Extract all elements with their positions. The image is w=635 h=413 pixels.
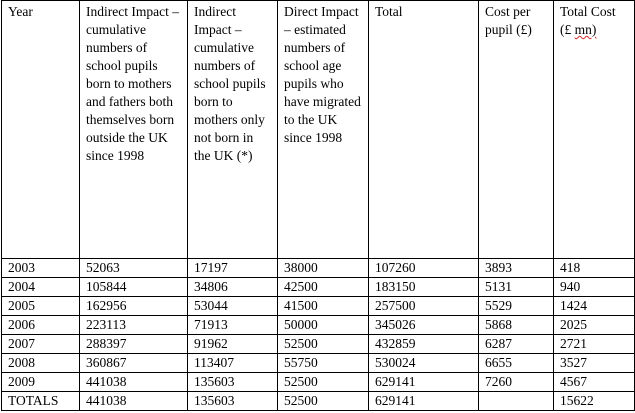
totals-row xyxy=(2,392,635,411)
table-row xyxy=(2,354,635,373)
cell-indirect-mothers-only: 113407 xyxy=(188,354,278,373)
cell-indirect-mothers-only: 135603 xyxy=(188,392,278,411)
cell-cost-per-pupil: 5529 xyxy=(479,297,554,316)
cell-year: 2005 xyxy=(2,297,80,316)
cell-total: 629141 xyxy=(369,392,479,411)
cell-year: TOTALS xyxy=(2,392,80,411)
cell-indirect-mothers-only: 91962 xyxy=(188,335,278,354)
table-row xyxy=(2,259,635,278)
cell-total-cost: 2025 xyxy=(554,316,635,335)
cell-indirect-both-parents: 223113 xyxy=(80,316,188,335)
cell-direct-impact: 52500 xyxy=(278,373,369,392)
cell-indirect-both-parents: 162956 xyxy=(80,297,188,316)
cell-total: 530024 xyxy=(369,354,479,373)
cell-total: 345026 xyxy=(369,316,479,335)
cell-indirect-mothers-only: 17197 xyxy=(188,259,278,278)
cell-direct-impact: 52500 xyxy=(278,335,369,354)
impact-cost-table xyxy=(1,0,635,411)
header-total-cost xyxy=(554,1,635,259)
cell-total-cost: 15622 xyxy=(554,392,635,411)
header-total-cost-unit: mn) xyxy=(574,22,597,37)
table-row xyxy=(2,278,635,297)
header-indirect-mothers-only: Indirect Impact – cumulative numbers of school pupils born to mothers only not born in the UK (*) xyxy=(188,1,278,259)
header-year: Year xyxy=(2,1,80,259)
header-total: Total xyxy=(369,1,479,259)
cell-total-cost: 940 xyxy=(554,278,635,297)
cell-year: 2008 xyxy=(2,354,80,373)
cell-total-cost: 418 xyxy=(554,259,635,278)
cell-year: 2003 xyxy=(2,259,80,278)
header-direct-impact: Direct Impact – estimated numbers of school age pupils who have migrated to the UK since 1998 xyxy=(278,1,369,259)
cell-indirect-mothers-only: 71913 xyxy=(188,316,278,335)
cell-total-cost: 1424 xyxy=(554,297,635,316)
cell-cost-per-pupil: 7260 xyxy=(479,373,554,392)
cell-year: 2004 xyxy=(2,278,80,297)
header-cost-per-pupil: Cost per pupil (£) xyxy=(479,1,554,259)
header-total-cost-label: Total Cost (£ xyxy=(560,4,616,37)
cell-indirect-mothers-only: 53044 xyxy=(188,297,278,316)
cell-indirect-both-parents: 441038 xyxy=(80,373,188,392)
cell-direct-impact: 52500 xyxy=(278,392,369,411)
cell-total-cost: 2721 xyxy=(554,335,635,354)
cell-total: 629141 xyxy=(369,373,479,392)
cell-total: 183150 xyxy=(369,278,479,297)
cell-year: 2007 xyxy=(2,335,80,354)
cell-indirect-mothers-only: 135603 xyxy=(188,373,278,392)
table-row xyxy=(2,316,635,335)
cell-total-cost: 3527 xyxy=(554,354,635,373)
cell-cost-per-pupil xyxy=(479,392,554,411)
cell-direct-impact: 41500 xyxy=(278,297,369,316)
cell-year: 2009 xyxy=(2,373,80,392)
table-row xyxy=(2,335,635,354)
cell-cost-per-pupil: 5868 xyxy=(479,316,554,335)
cell-cost-per-pupil: 3893 xyxy=(479,259,554,278)
header-indirect-both-parents: Indirect Impact – cumulative numbers of school pupils born to mothers and fathers both themselves born outside the UK since 1998 xyxy=(80,1,188,259)
header-row xyxy=(2,1,635,259)
cell-cost-per-pupil: 5131 xyxy=(479,278,554,297)
cell-indirect-both-parents: 288397 xyxy=(80,335,188,354)
cell-cost-per-pupil: 6655 xyxy=(479,354,554,373)
cell-direct-impact: 42500 xyxy=(278,278,369,297)
cell-cost-per-pupil: 6287 xyxy=(479,335,554,354)
table-row xyxy=(2,297,635,316)
cell-total: 257500 xyxy=(369,297,479,316)
cell-direct-impact: 50000 xyxy=(278,316,369,335)
cell-indirect-both-parents: 52063 xyxy=(80,259,188,278)
table-row xyxy=(2,373,635,392)
cell-total-cost: 4567 xyxy=(554,373,635,392)
cell-indirect-both-parents: 441038 xyxy=(80,392,188,411)
cell-total: 107260 xyxy=(369,259,479,278)
cell-year: 2006 xyxy=(2,316,80,335)
cell-direct-impact: 55750 xyxy=(278,354,369,373)
cell-total: 432859 xyxy=(369,335,479,354)
cell-indirect-both-parents: 360867 xyxy=(80,354,188,373)
cell-direct-impact: 38000 xyxy=(278,259,369,278)
cell-indirect-mothers-only: 34806 xyxy=(188,278,278,297)
cell-indirect-both-parents: 105844 xyxy=(80,278,188,297)
